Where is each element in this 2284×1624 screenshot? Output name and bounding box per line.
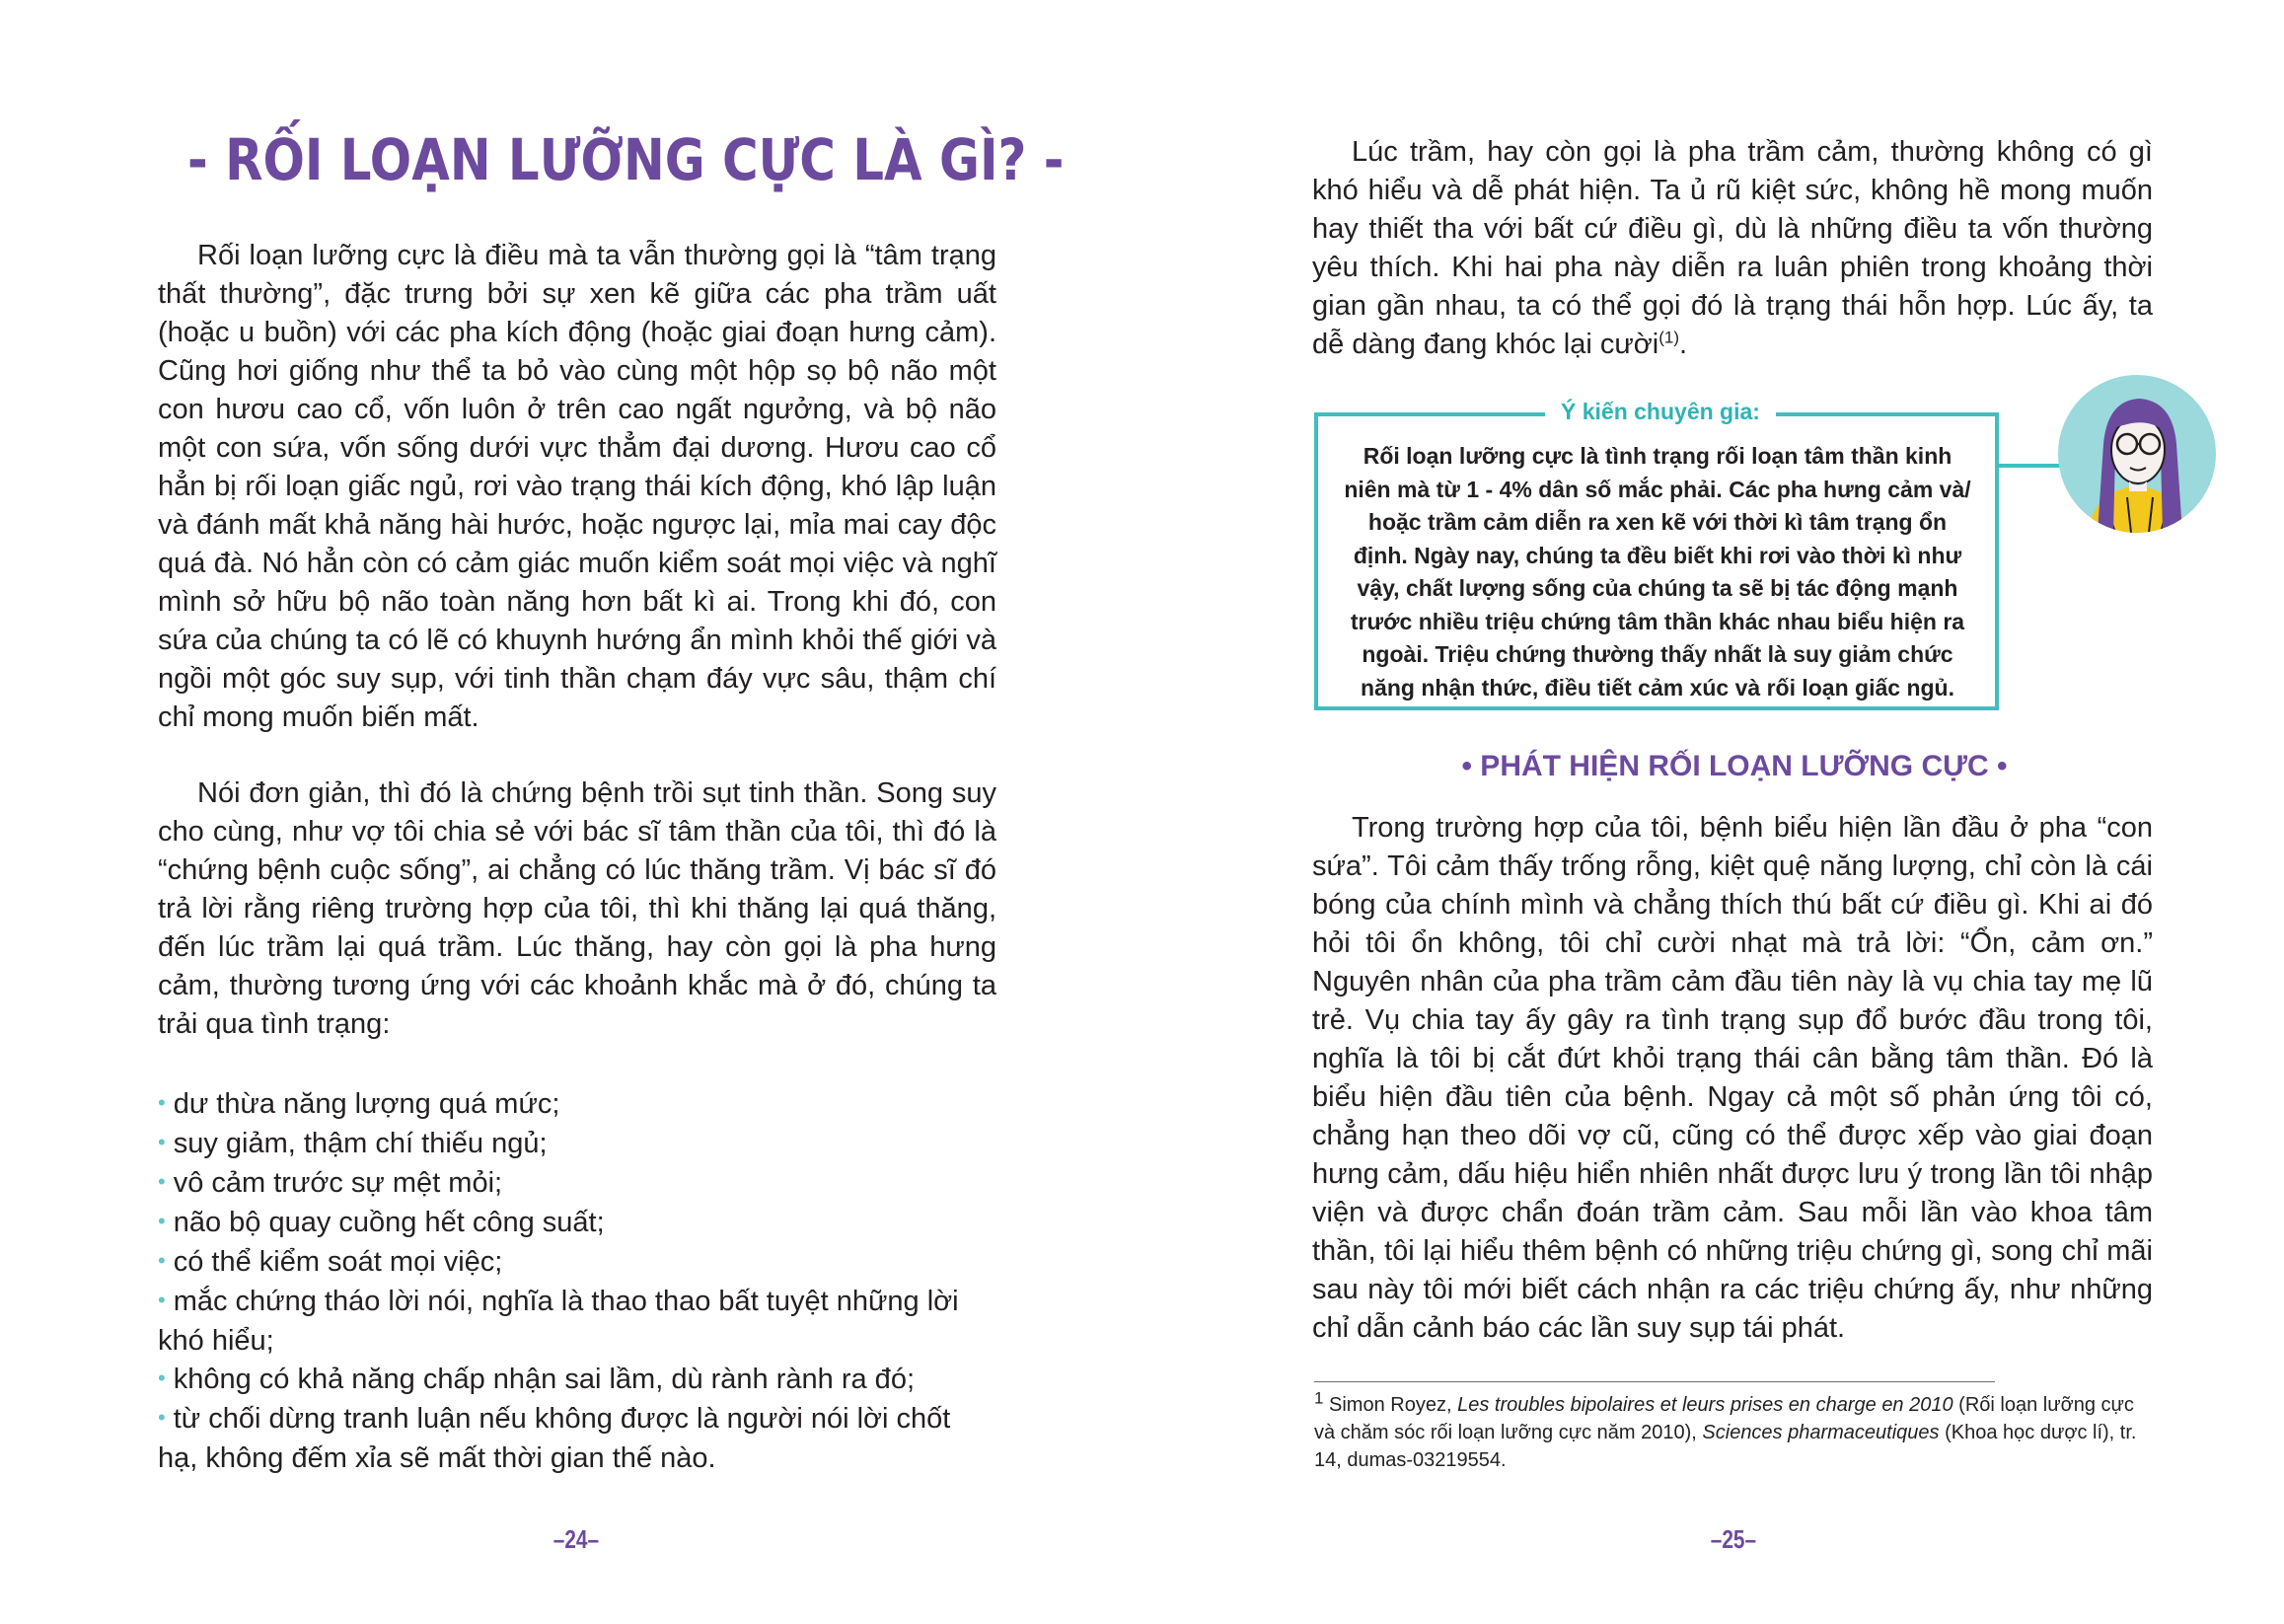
intro-paragraph: Rối loạn lưỡng cực là điều mà ta vẫn thường gọi là “tâm trạng thất thường”, đặc trưng bởi sự xen kẽ giữa các pha trầm uất (hoặc u buồn) với các pha kích động (hoặc giai đoạn hưng cảm). Cũng hơi giống như thể ta bỏ vào cùng một hộp sọ bộ não một con hươu cao cổ, vốn luôn ở trên cao ngất ngưởng, và bộ não một con sứa, vốn sống dưới vực thẳm đại dương. Hươu cao cổ hẳn bị rối loạn giấc ngủ, rơi vào trạng thái kích động, khó lập luận và đánh mất khả năng hài hước, hoặc ngược lại, mỉa mai cay độc quá đà. Nó hẳn còn có cảm giác muốn kiểm soát mọi việc và nghĩ mình sở hữu bộ não toàn năng hơn bất kì ai. Trong khi đó, con sứa của chúng ta có lẽ có khuynh hướng ẩn mình khỏi thế giới và ngồi một góc suy sụp, với tinh thần chạm đáy vực sâu, thậm chí chỉ mong muốn biến mất. — [158, 240, 996, 733]
section-heading: • PHÁT HIỆN RỐI LOẠN LƯỠNG CỰC • — [1461, 750, 2008, 782]
manic-symptoms-list — [158, 1085, 996, 1478]
expert-opinion-box — [1314, 399, 1999, 710]
page-number: –25– — [1710, 1524, 1757, 1554]
footnote-number: 1 — [1314, 1388, 1324, 1408]
chapter-title: - RỐI LOẠN LƯỠNG CỰC LÀ GÌ? - — [187, 126, 1065, 193]
bullet-icon: • — [158, 1169, 166, 1194]
list-item: • từ chối dừng tranh luận nếu không được là người nói lời chốt hạ, không đếm xỉa sẽ mất thời gian thế nào. — [158, 1403, 951, 1474]
list-item: • có thể kiểm soát mọi việc; — [158, 1246, 503, 1278]
expert-opinion-text: Rối loạn lưỡng cực là tình trạng rối loạn tâm thần kinh niên mà từ 1 - 4% dân số mắc phải. Các pha hưng cảm và/ hoặc trầm cảm diễn ra xen kẽ với thời kì tâm trạng ổn định. Ngày nay, chúng ta đều biết khi rơi vào thời kì như vậy, chất lượng sống của chúng ta sẽ bị tác động mạnh trước nhiều triệu chứng tâm thần khác nhau biểu hiện ra ngoài. Triệu chứng thường thấy nhất là suy giảm chức năng nhận thức, điều tiết cảm xúc và rối loạn giấc ngủ. — [1344, 443, 1971, 701]
bullet-icon: • — [158, 1209, 166, 1233]
bullet-icon: • — [158, 1130, 166, 1154]
expert-opinion-label: Ý kiến chuyên gia: — [1545, 399, 1776, 425]
list-item: • không có khả năng chấp nhận sai lầm, dù rành rành ra đó; — [158, 1364, 915, 1395]
footnote-reference: (1) — [1658, 328, 1679, 347]
list-item: • dư thừa năng lượng quá mức; — [158, 1088, 560, 1120]
right-page — [1142, 0, 2284, 1624]
list-item: • suy giảm, thậm chí thiếu ngủ; — [158, 1128, 548, 1159]
bullet-icon: • — [158, 1288, 166, 1312]
depressive-phase-paragraph: Lúc trầm, hay còn gọi là pha trầm cảm, thường không có gì khó hiểu và dễ phát hiện. Ta ủ rũ kiệt sức, không hề mong muốn hay thiết tha với bất cứ điều gì, dù là những điều ta vốn thường yêu thích. Khi hai pha này diễn ra luân phiên trong khoảng thời gian gần nhau, ta có thể gọi đó là trạng thái hỗn hợp. Lúc ấy, ta dễ dàng đang khóc lại cười$^{(1)}$. — [1312, 136, 2153, 360]
bullet-icon: • — [158, 1366, 166, 1390]
list-item: • mắc chứng tháo lời nói, nghĩa là thao thao bất tuyệt những lời khó hiểu; — [158, 1286, 959, 1357]
list-item: • não bộ quay cuồng hết công suất; — [158, 1207, 605, 1238]
woman-with-glasses-avatar-icon — [2058, 375, 2216, 533]
list-item: • vô cảm trước sự mệt mỏi; — [158, 1167, 503, 1199]
footnote: $^1$ Simon Royez, Les troubles bipolaires et leurs prises en charge en 2010 (Rối loạn lưỡng cực và chăm sóc rối loạn lưỡng cực năm 2010), Sciences pharmaceutiques (Khoa học dược lí), tr. 14, dumas-03219554. — [1314, 1388, 2137, 1471]
bullet-icon: • — [158, 1405, 166, 1430]
footnote-divider — [1314, 1381, 1995, 1382]
second-paragraph: Nói đơn giản, thì đó là chứng bệnh trồi sụt tinh thần. Song suy cho cùng, như vợ tôi chia sẻ với bác sĩ tâm thần của tôi, thì đó là “chứng bệnh cuộc sống”, ai chẳng có lúc thăng trầm. Vị bác sĩ đó trả lời rằng riêng trường hợp của tôi, thì khi thăng lại quá thăng, đến lúc trầm lại quá trầm. Lúc thăng, hay còn gọi là pha hưng cảm, thường tương ứng với các khoảnh khắc mà ở đó, chúng ta trải qua tình trạng: — [158, 777, 996, 1040]
bullet-icon: • — [158, 1090, 166, 1115]
first-episode-paragraph: Trong trường hợp của tôi, bệnh biểu hiện lần đầu ở pha “con sứa”. Tôi cảm thấy trống rỗng, kiệt quệ năng lượng, chỉ còn là cái bóng của chính mình và chẳng thích thú bất cứ điều gì. Khi ai đó hỏi tôi ổn không, tôi chỉ cười nhạt mà trả lời: “Ổn, cảm ơn.” Nguyên nhân của pha trầm cảm đầu tiên này là vụ chia tay mẹ lũ trẻ. Vụ chia tay ấy gây ra tình trạng sụp đổ bước đầu trong tôi, nghĩa là tôi bị cắt đứt khỏi trạng thái cân bằng tâm thần. Đó là biểu hiện đầu tiên của bệnh. Ngay cả một số phản ứng tôi có, chẳng hạn theo dõi vợ cũ, cũng có thể được xếp vào giai đoạn hưng cảm, dấu hiệu hiển nhiên nhất được lưu ý trong lần tôi nhập viện và được chẩn đoán trầm cảm. Sau mỗi lần vào khoa tâm thần, tôi lại hiểu thêm bệnh có những triệu chứng gì, song chỉ mãi sau này tôi mới biết cách nhận ra các triệu chứng ấy, như những chỉ dẫn cảnh báo các lần suy sụp tái phát. — [1312, 812, 2153, 1344]
page-number: –24– — [553, 1524, 600, 1554]
bullet-icon: • — [158, 1248, 166, 1273]
